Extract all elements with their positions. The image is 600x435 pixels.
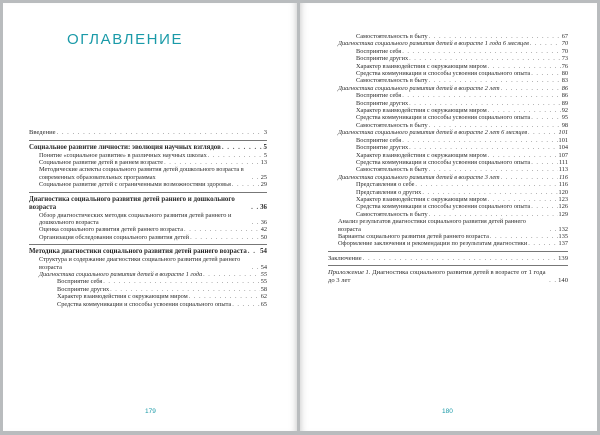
toc-entry-page: 123 [558, 195, 568, 203]
toc-entry[interactable] [29, 278, 267, 285]
toc-entry-title: Характер взаимодействия с окружающим миром [356, 195, 487, 203]
toc-entry[interactable] [328, 85, 568, 92]
toc-entry-page: 25 [260, 173, 267, 181]
toc-entry-title: Восприятие себя [356, 136, 402, 144]
toc-entry[interactable] [29, 293, 267, 300]
toc-entry-page: 137 [558, 240, 568, 248]
toc-entry-title: Характер взаимодействия с окружающим миром [356, 62, 487, 70]
toc-entry[interactable] [328, 181, 568, 188]
toc-entry-title: Характер взаимодействия с окружающим миром [356, 107, 487, 115]
toc-entry-page: 70 [561, 47, 568, 55]
toc-entry-title: Самостоятельность в быту [356, 210, 428, 218]
toc-entry-page: 135 [558, 232, 568, 240]
toc-entry[interactable] [328, 203, 568, 210]
toc-entry[interactable] [328, 55, 568, 62]
toc-entry-title: Представления о себе [356, 181, 415, 189]
toc-entry-page: 111 [559, 158, 568, 166]
toc-entry-page: 76 [561, 62, 568, 70]
dot-leader [164, 159, 260, 166]
toc-entry-title: Диагностика социального развития детей в возрасте 3 лет [338, 173, 500, 181]
toc-entry-title: Восприятие себя [356, 47, 402, 55]
toc-entry-page: 67 [561, 33, 568, 40]
toc-entry-title: Восприятие других [356, 99, 409, 107]
dot-leader [550, 226, 558, 233]
toc-list-left [29, 129, 267, 308]
dot-leader [402, 137, 557, 144]
dot-leader [415, 181, 557, 188]
toc-entry[interactable] [328, 77, 568, 84]
toc-entry-page: 116 [558, 181, 568, 189]
toc-entry[interactable] [328, 211, 568, 218]
toc-entry-title: Средства коммуникации и способы усвоения социального опыта [356, 203, 531, 211]
toc-entry[interactable] [328, 107, 568, 114]
toc-entry[interactable] [328, 189, 568, 196]
toc-entry-page: 86 [561, 92, 568, 100]
toc-entry[interactable] [328, 240, 568, 247]
dot-leader [429, 166, 558, 173]
toc-list-right [328, 33, 568, 285]
toc-entry-title: Средства коммуникации и способы усвоения социального опыта [356, 114, 531, 122]
toc-entry-page: 54 [260, 263, 267, 271]
toc-entry[interactable] [328, 174, 568, 181]
dot-leader [531, 203, 557, 210]
toc-entry-title: Анализ результатов диагностики социального развития детей раннего возраста [338, 218, 526, 233]
toc-entry-title: Диагностика социального развития детей в возрасте 2 лет 6 месяцев [338, 129, 528, 137]
dot-leader [488, 107, 561, 114]
toc-entry-page: 54 [260, 248, 267, 256]
toc-entry-title: Представления о других [356, 188, 422, 196]
toc-entry-title: Методика диагностики социального развития детей раннего возраста [29, 248, 247, 256]
toc-entry-title: Оформление заключения и рекомендации по результатам диагностики [338, 240, 528, 248]
toc-entry-title: Введение [29, 129, 56, 136]
dot-leader [528, 240, 557, 247]
left-page [3, 3, 297, 431]
dot-leader [189, 293, 260, 300]
toc-entry-page: 132 [558, 225, 568, 233]
dot-leader [252, 219, 260, 226]
dot-leader [57, 129, 263, 137]
dot-leader [363, 255, 557, 263]
dot-leader [429, 77, 561, 84]
dot-leader [252, 264, 260, 271]
dot-leader [103, 278, 260, 285]
toc-entry[interactable] [29, 301, 267, 308]
toc-entry-title: Самостоятельность в быту [356, 121, 428, 129]
toc-entry[interactable] [328, 137, 568, 144]
toc-entry[interactable] [328, 92, 568, 99]
toc-entry-prefix: Приложение 1. [328, 269, 371, 277]
toc-entry-page: 55 [260, 278, 267, 286]
toc-entry-page: 98 [561, 121, 568, 129]
dot-leader [549, 277, 557, 285]
toc-entry[interactable] [29, 256, 267, 271]
toc-entry-title: Восприятие других [356, 55, 409, 63]
toc-entry-title: Самостоятельность в быту [356, 77, 428, 85]
toc-entry-title: Восприятие других [57, 285, 110, 293]
dot-leader [409, 55, 561, 62]
toc-entry-page: 89 [561, 99, 568, 107]
dot-leader [402, 92, 561, 99]
toc-entry-title: Варианты социального развития детей раннего возраста [338, 232, 489, 240]
toc-entry-title: Диагностика социального развития детей в возрасте 1 года [39, 271, 203, 279]
toc-entry-title: Социальное развитие детей в раннем возрасте [39, 159, 164, 166]
toc-entry-title: Самостоятельность в быту [356, 166, 428, 174]
page-number: 180 [442, 408, 453, 415]
dot-leader [490, 233, 558, 240]
toc-entry-title: Обзор диагностических методик социального развития детей раннего и дошкольного возраста [39, 211, 232, 227]
dot-leader [429, 211, 558, 218]
dot-leader [203, 271, 259, 278]
toc-entry[interactable] [29, 129, 267, 137]
dot-leader [488, 196, 558, 203]
section-divider [328, 265, 568, 266]
dot-leader [232, 301, 260, 308]
toc-entry[interactable] [29, 181, 267, 188]
toc-entry[interactable] [328, 159, 568, 166]
toc-entry[interactable] [328, 255, 568, 263]
toc-entry-page: 29 [260, 181, 267, 189]
page-number: 179 [145, 408, 156, 415]
toc-entry-page: 36 [260, 203, 267, 211]
toc-entry[interactable] [328, 33, 568, 40]
toc-entry-page: 62 [260, 293, 267, 301]
toc-entry[interactable] [29, 248, 267, 256]
toc-entry-page: 80 [561, 70, 568, 78]
toc-entry-title: Диагностика социального развития детей раннего и дошкольного возраста [29, 195, 235, 211]
toc-entry-title: Средства коммуникации и способы усвоения социального опыта [57, 300, 232, 308]
toc-entry[interactable] [328, 196, 568, 203]
toc-entry[interactable] [328, 269, 568, 284]
dot-leader [402, 48, 561, 55]
toc-entry[interactable] [328, 144, 568, 151]
toc-entry-page: 13 [260, 159, 267, 166]
toc-entry-page: 50 [260, 233, 267, 241]
toc-entry-title: Структура и содержание диагностики социального развития детей раннего возраста [39, 256, 241, 271]
toc-entry-title: Диагностика социального развития детей в возрасте 2 лет [338, 84, 500, 92]
toc-entry[interactable] [328, 63, 568, 70]
toc-entry-page: 116 [559, 173, 568, 181]
toc-entry[interactable] [328, 152, 568, 159]
toc-entry-title: Диагностика социального развития детей в возрасте 1 года 6 месяцев [338, 40, 529, 48]
toc-entry[interactable] [328, 233, 568, 240]
toc-entry-title: Заключение [328, 254, 362, 262]
dot-leader [251, 204, 259, 212]
dot-leader [531, 114, 561, 121]
toc-entry-page: 113 [558, 166, 568, 174]
toc-entry[interactable] [29, 166, 267, 181]
dot-leader [248, 248, 259, 256]
section-divider [29, 140, 267, 141]
toc-entry[interactable] [328, 166, 568, 173]
toc-entry[interactable] [328, 40, 568, 47]
dot-leader [501, 174, 558, 181]
toc-entry[interactable] [29, 159, 267, 166]
dot-leader [530, 40, 561, 47]
toc-entry-page: 139 [558, 254, 568, 262]
toc-entry-title: Самостоятельность в быту [356, 33, 428, 40]
toc-entry-title: Социальное развитие детей с ограниченными возможностями здоровья [39, 181, 231, 189]
toc-entry-page: 42 [260, 226, 267, 234]
toc-entry[interactable] [29, 212, 267, 227]
dot-leader [208, 152, 263, 159]
toc-entry-page: 70 [561, 40, 568, 48]
toc-entry-page: 129 [558, 210, 568, 218]
dot-leader [252, 174, 260, 181]
toc-entry-page: 83 [561, 77, 568, 85]
dot-leader [409, 100, 561, 107]
toc-entry-title: Организация обследования социального развития детей [39, 233, 190, 241]
toc-entry[interactable] [328, 218, 568, 233]
toc-entry-page: 101 [558, 136, 568, 144]
toc-entry-page: 95 [561, 114, 568, 122]
toc-entry[interactable] [29, 271, 267, 278]
section-divider [29, 192, 267, 193]
toc-entry-title: Социальное развитие личности: эволюция научных взглядов [29, 143, 221, 151]
toc-entry[interactable] [328, 48, 568, 55]
toc-entry-page: 104 [558, 144, 568, 152]
dot-leader [110, 286, 260, 293]
dot-leader [422, 189, 557, 196]
toc-entry[interactable] [328, 114, 568, 121]
dot-leader [528, 129, 557, 136]
toc-entry-page: 107 [558, 151, 568, 159]
toc-entry-page: 126 [558, 203, 568, 211]
toc-entry[interactable] [29, 152, 267, 159]
toc-entry-page: 140 [558, 276, 568, 284]
dot-leader [429, 33, 561, 40]
dot-leader [184, 226, 260, 233]
section-divider [29, 244, 267, 245]
toc-entry-page: 73 [561, 55, 568, 63]
dot-leader [429, 122, 561, 129]
toc-entry-page: 58 [260, 285, 267, 293]
dot-leader [232, 181, 260, 188]
toc-entry-title: Характер взаимодействия с окружающим миром [57, 293, 188, 301]
toc-heading: ОГЛАВЛЕНИЕ [67, 31, 184, 48]
toc-entry[interactable] [328, 100, 568, 107]
toc-entry-title: Характер взаимодействия с окружающим миром [356, 151, 487, 159]
toc-entry[interactable] [29, 234, 267, 241]
toc-entry[interactable] [29, 286, 267, 293]
dot-leader [488, 152, 558, 159]
toc-entry-title: Восприятие себя [356, 92, 402, 100]
toc-entry-title: Средства коммуникации и способы усвоения социального опыта [356, 70, 531, 78]
dot-leader [531, 70, 561, 77]
toc-entry-title: Восприятие себя [57, 278, 103, 286]
section-divider [328, 251, 568, 252]
toc-entry-title: Приложение 1. Диагностика социального развития детей в возрасте от 1 года до 3 лет [328, 269, 546, 284]
toc-entry-title: Восприятие других [356, 144, 409, 152]
toc-entry-page: 92 [561, 107, 568, 115]
toc-entry-page: 120 [558, 188, 568, 196]
toc-entry-page: 65 [260, 300, 267, 308]
toc-entry-page: 5 [263, 151, 267, 159]
dot-leader [501, 85, 561, 92]
toc-entry[interactable] [29, 196, 267, 212]
dot-leader [409, 144, 557, 151]
toc-entry-title: Оценка социального развития детей раннего возраста [39, 226, 184, 234]
toc-entry-page: 86 [561, 84, 568, 92]
toc-entry[interactable] [328, 70, 568, 77]
toc-entry[interactable] [29, 144, 267, 152]
dot-leader [488, 63, 561, 70]
toc-entry-page: 5 [263, 143, 267, 151]
toc-entry-page: 55 [260, 271, 267, 279]
toc-entry[interactable] [328, 129, 568, 136]
right-page [300, 3, 597, 431]
toc-entry-page: 3 [263, 129, 267, 136]
toc-entry[interactable] [328, 122, 568, 129]
dot-leader [190, 234, 260, 241]
toc-entry-page: 36 [260, 219, 267, 227]
dot-leader [531, 159, 558, 166]
toc-entry[interactable] [29, 226, 267, 233]
dot-leader [222, 144, 263, 152]
toc-entry-title: Средства коммуникации и способы усвоения социального опыта [356, 158, 531, 166]
toc-entry-page: 101 [558, 129, 568, 137]
toc-entry-title: Методические аспекты социального развития детей дошкольного возраста в современных образовательных программах [39, 166, 244, 181]
toc-entry-title: Понятие «социальное развитие» в различных научных школах [39, 151, 207, 159]
